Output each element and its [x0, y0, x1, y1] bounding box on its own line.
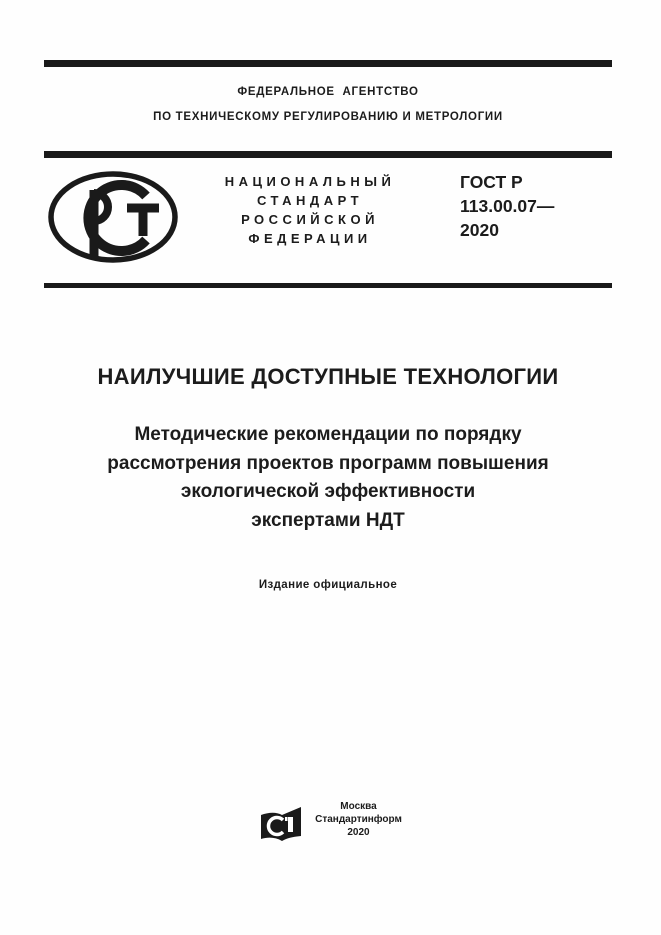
agency-subname: ПО ТЕХНИЧЕСКОМУ РЕГУЛИРОВАНИЮ И МЕТРОЛОГИИ	[153, 111, 503, 123]
subtitle-line: Методические рекомендации по порядку	[134, 424, 522, 445]
colophon-year: 2020	[347, 827, 370, 838]
standard-kind-heading	[175, 172, 445, 248]
standard-kind-line: ФЕДЕРАЦИИ	[248, 231, 372, 246]
edition-note: Издание официальное	[258, 579, 398, 591]
third-rule	[44, 283, 612, 288]
colophon-text	[315, 800, 402, 839]
colophon-city: Москва	[340, 801, 377, 812]
standartinform-logo-icon	[259, 806, 303, 849]
agency-header	[44, 86, 612, 123]
designation-line: 113.00.07—	[460, 196, 555, 216]
document-title: НАИЛУЧШИЕ ДОСТУПНЫЕ ТЕХНОЛОГИИ	[97, 364, 559, 389]
subtitle-line: экологической эффективности	[180, 481, 476, 502]
subtitle-line: рассмотрения проектов программ повышения	[107, 452, 549, 474]
second-rule	[44, 151, 612, 158]
colophon	[0, 800, 661, 849]
document-subtitle	[44, 421, 612, 535]
standard-kind-line: РОССИЙСКОЙ	[241, 212, 379, 227]
top-rule	[44, 60, 612, 67]
designation-line: 2020	[460, 220, 499, 240]
designation-line: ГОСТ Р	[460, 172, 523, 192]
rst-certification-mark-icon	[47, 170, 180, 271]
subtitle-line: экспертами НДТ	[251, 509, 405, 531]
standard-kind-line: НАЦИОНАЛЬНЫЙ	[224, 174, 396, 189]
agency-name: ФЕДЕРАЛЬНОЕ АГЕНТСТВО	[237, 86, 419, 98]
colophon-publisher: Стандартинформ	[315, 814, 402, 825]
standard-designation	[460, 170, 554, 242]
standard-kind-line: СТАНДАРТ	[256, 193, 364, 208]
